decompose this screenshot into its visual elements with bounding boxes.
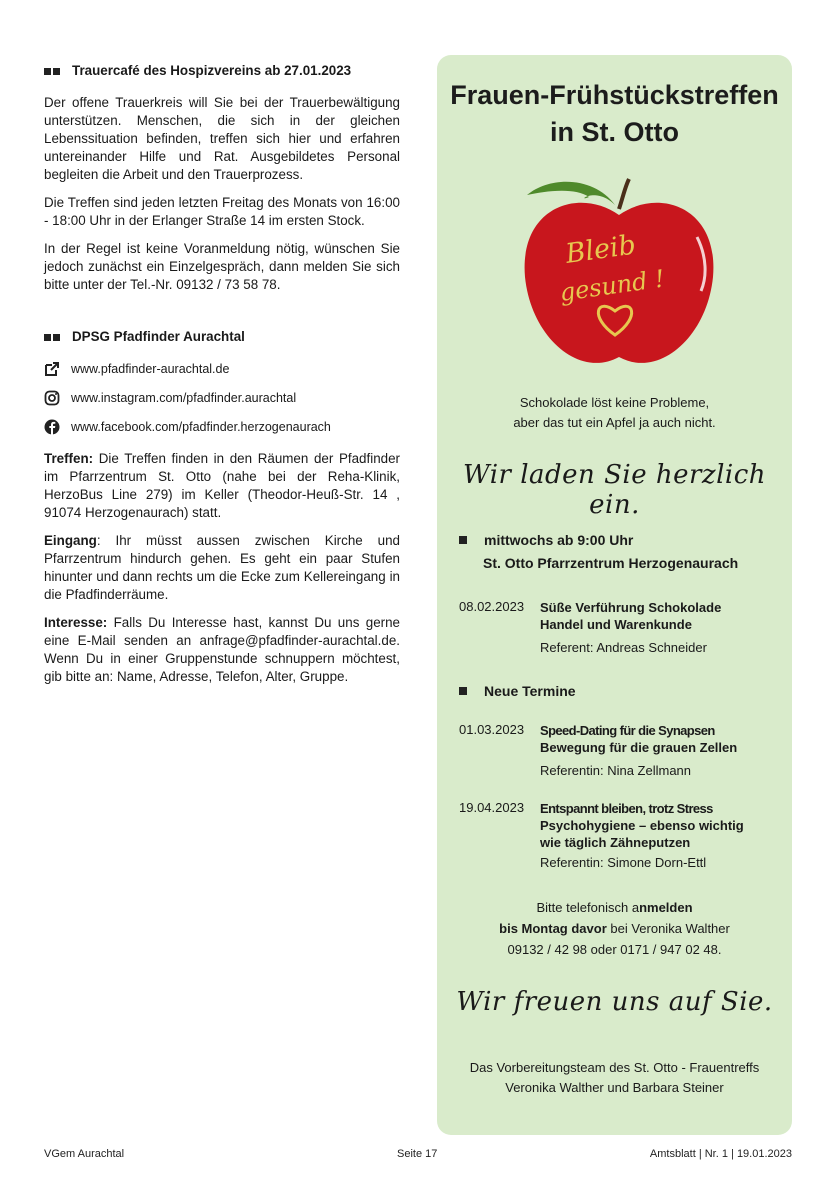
interesse-paragraph (44, 614, 400, 686)
reg-line-2 (437, 918, 792, 939)
event1-referent: Referent: Andreas Schneider (540, 640, 707, 655)
footer-right: Amtsblatt | Nr. 1 | 19.01.2023 (649, 1148, 792, 1160)
apple-illustration (519, 167, 719, 377)
event3-title-line-2: Psychohygiene – ebenso wichtig (540, 818, 744, 833)
hospiz-paragraph-3: In der Regel ist keine Voranmeldung nötig, wünschen Sie jedoch zunächst ein Einzelgespräch, dann melden Sie sich bitte unter der Tel.-Nr. 09132 / 73 58 78. (44, 241, 400, 292)
panel-title (437, 77, 792, 151)
facebook-icon (44, 419, 60, 435)
event3-title-line-1: Entspannt bleiben, trotz Stress (540, 801, 713, 816)
event1-title (540, 599, 780, 633)
hospiz-paragraph-2: Die Treffen sind jeden letzten Freitag des Monats von 16:00 - 18:00 Uhr in der Erlanger Straße 14 im ersten Stock. (44, 195, 400, 228)
event2-title-line-1: Speed-Dating für die Synapsen (540, 723, 715, 738)
schedule-text: mittwochs ab 9:00 Uhr (484, 532, 634, 548)
facebook-link[interactable]: www.facebook.com/pfadfinder.herzogenaurach (71, 420, 331, 434)
event2-title-line-2: Bewegung für die grauen Zellen (540, 740, 738, 755)
heading-bullet-icon (44, 68, 62, 75)
treffen-paragraph (44, 450, 400, 522)
left-column (44, 62, 400, 696)
hospiz-heading (44, 62, 400, 80)
treffen-text: Die Treffen finden in den Räumen der Pfadfinder im Pfarrzentrum St. Otto (nahe bei der Reha-Klinik, HerzoBus Line 279) im Keller (Theodor-Heuß-Str. 14 , 91074 Herzogenaurach) statt. (44, 451, 400, 520)
event2-referent: Referentin: Nina Zellmann (540, 763, 692, 778)
hospiz-paragraph-1: Der offene Trauerkreis will Sie bei der Trauerbewältigung unterstützen. Menschen, die sich in der gleichen Lebenssituation befinden, treffen sich hier und erfahren untereinander Hilfe und Rat. Ausgebildetes Personal begleiten die Arbeit und den Trauerprozess. (44, 95, 400, 182)
apple-text-1: Bleib (563, 229, 638, 270)
event2-title (540, 722, 780, 756)
location-text: St. Otto Pfarrzentrum Herzogenaurach (483, 555, 739, 571)
reg-line-1a: Bitte telefonisch a (536, 900, 640, 915)
team-line-2: Veronika Walther und Barbara Steiner (505, 1080, 724, 1095)
footer-left: VGem Aurachtal (44, 1148, 125, 1160)
web-link[interactable]: www.pfadfinder-aurachtal.de (71, 362, 230, 376)
reg-line-3: 09132 / 42 98 oder 0171 / 947 02 48. (507, 942, 722, 957)
web-link-row[interactable] (44, 360, 400, 378)
reg-line-2a: bis Montag davor (499, 921, 607, 936)
hospiz-heading-text: Trauercafé des Hospizvereins ab 27.01.2023 (72, 63, 352, 78)
reg-line-1 (437, 897, 792, 918)
event1-date: 08.02.2023 (459, 599, 525, 614)
invite-script: Wir laden Sie herzlich ein. (462, 460, 767, 520)
event1-title-line-2: Handel und Warenkunde (540, 617, 692, 632)
external-link-icon (44, 361, 60, 377)
panel-title-line-1: Frauen-Frühstückstreffen (450, 80, 779, 110)
schedule-row (459, 532, 633, 548)
new-dates-row (459, 683, 576, 699)
event1-title-line-1: Süße Verführung Schokolade (540, 600, 722, 615)
eingang-label: Eingang (44, 533, 97, 548)
team-line-1: Das Vorbereitungsteam des St. Otto - Frauentreffs (469, 1060, 760, 1075)
fruehstueck-panel (437, 55, 792, 1135)
instagram-link[interactable]: www.instagram.com/pfadfinder.aurachtal (71, 391, 297, 405)
instagram-link-row[interactable] (44, 389, 400, 407)
interesse-label: Interesse: (44, 615, 108, 630)
eingang-text: : Ihr müsst aussen zwischen Kirche und Pfarrzentrum hindurch gehen. Es geht ein paar Stufen hinunter und dann rechts um die Ecke zum Kellereingang in die Pfadfinderräume. (44, 533, 400, 602)
new-dates-text: Neue Termine (484, 683, 576, 699)
event3-referent: Referentin: Simone Dorn-Ettl (540, 855, 707, 870)
apple-quote (437, 393, 792, 433)
leaf-shape (527, 182, 615, 205)
quote-line-2: aber das tut ein Apfel ja auch nicht. (513, 415, 716, 430)
social-links (44, 360, 400, 436)
pfadfinder-heading-text: DPSG Pfadfinder Aurachtal (72, 329, 245, 344)
team-info (437, 1058, 792, 1098)
square-bullet-icon (459, 687, 467, 695)
heading-bullet-icon (44, 334, 62, 341)
closing-script: Wir freuen uns auf Sie. (456, 987, 773, 1017)
treffen-label: Treffen: (44, 451, 94, 466)
square-bullet-icon (459, 536, 467, 544)
eingang-paragraph (44, 532, 400, 604)
footer-page: Seite 17 (397, 1148, 438, 1160)
pfadfinder-heading (44, 328, 400, 346)
event2-date: 01.03.2023 (459, 722, 525, 737)
registration-info (437, 897, 792, 960)
event3-title (540, 800, 780, 851)
event3-title-line-3: wie täglich Zähneputzen (540, 835, 691, 850)
pfadfinder-section (44, 328, 400, 686)
quote-line-1: Schokolade löst keine Probleme, (519, 395, 710, 410)
facebook-link-row[interactable] (44, 418, 400, 436)
instagram-icon (44, 390, 60, 406)
reg-line-1b: nmelden (639, 900, 693, 915)
apple-text-2: gesund ! (557, 264, 667, 307)
reg-line-2b: bei Veronika Walther (606, 921, 730, 936)
panel-title-line-2: in St. Otto (550, 117, 679, 147)
interesse-text: Falls Du Interesse hast, kannst Du uns gerne eine E-Mail senden an anfrage@pfadfinder-aurachtal.de. Wenn Du in einer Gruppenstunde schnuppern möchtest, gib bitte an: Name, Adresse, Telefon, Alter, Gruppe. (44, 615, 400, 684)
event3-date: 19.04.2023 (459, 800, 525, 815)
